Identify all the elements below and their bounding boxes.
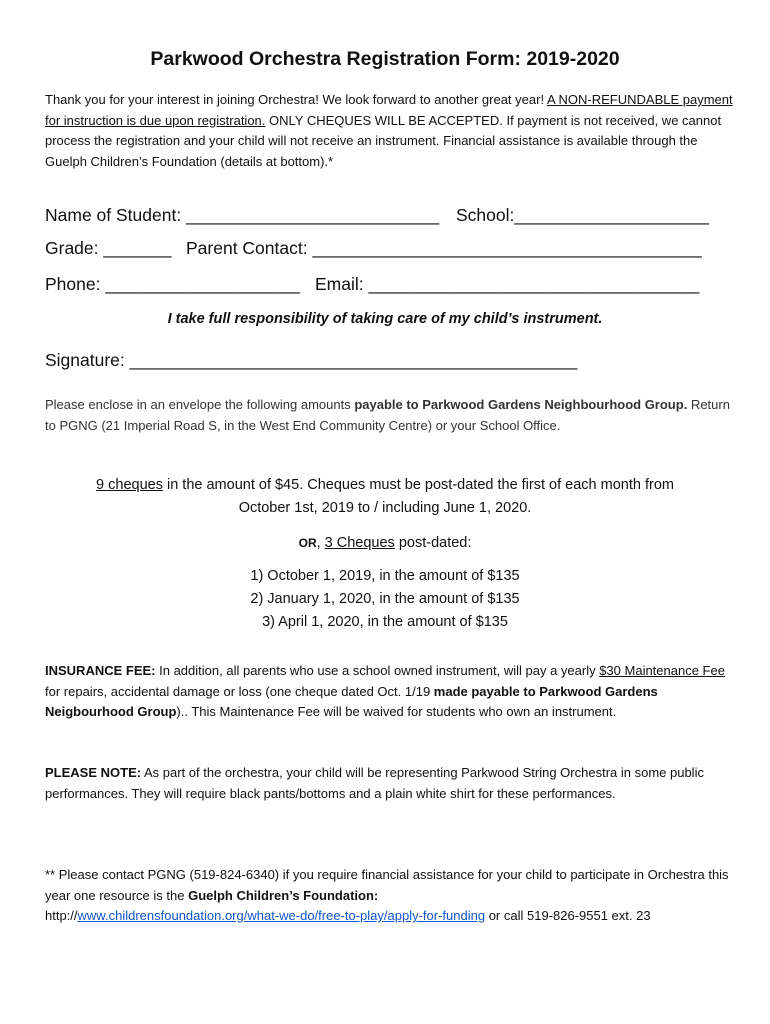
intro-text-1: Thank you for your interest in joining Orchestra! We look forward to another great year! <box>45 92 547 107</box>
cheque-date-2: 2) January 1, 2020, in the amount of $135 <box>250 591 520 607</box>
three-cheques-label: 3 Cheques <box>324 535 395 551</box>
cheque-date-1: 1) October 1, 2019, in the amount of $135 <box>250 568 520 584</box>
please-note-label: PLEASE NOTE: <box>45 765 142 780</box>
funding-link[interactable]: www.childrensfoundation.org/what-we-do/free-to-play/apply-for-funding <box>77 908 486 923</box>
intro-nonrefundable-text: A NON-REFUNDABLE payment for instruction is due upon registration. <box>45 92 733 128</box>
insurance-text-3: ).. This Maintenance Fee will be waived for students who own an instrument. <box>176 704 617 719</box>
phone-field[interactable]: Phone: ____________________ <box>45 274 300 294</box>
nine-cheques-line-2: October 1st, 2019 to / including June 1, 2020. <box>238 500 532 516</box>
or-rest-text: post-dated: <box>394 535 472 551</box>
url-prefix: http:// <box>45 908 78 923</box>
intro-text-2: ONLY CHEQUES WILL BE ACCEPTED. If payment is not received, we cannot process the registration and your child will not receive an instrument. Financial assistance is available through the Guelph Children’s Foundation (details at bottom).* <box>45 112 722 169</box>
nine-cheques-line-1 <box>0 477 770 493</box>
parent-contact-field[interactable]: Parent Contact: ________________________________________ <box>186 238 702 258</box>
contact-suffix: or call 519-826-9551 ext. 23 <box>485 908 651 923</box>
form-title: Parkwood Orchestra Registration Form: 2019-2020 <box>150 48 620 70</box>
please-note-text: As part of the orchestra, your child will be representing Parkwood String Orchestra in some public performances. They will require black pants/bottoms and a plain white shirt for these performances. <box>45 765 704 801</box>
or-label: OR <box>298 536 317 550</box>
nine-cheques-text: in the amount of $45. Cheques must be post-dated the first of each month from <box>162 477 674 493</box>
nine-cheques-label: 9 cheques <box>96 477 163 493</box>
school-field[interactable]: School:____________________ <box>456 205 710 225</box>
please-note-paragraph <box>45 763 735 804</box>
or-comma: , <box>316 535 325 551</box>
signature-field[interactable]: Signature: ______________________________________________ <box>45 350 578 370</box>
enclose-text-2: Return to PGNG (21 Imperial Road S, in the West End Community Centre) or your School Office. <box>45 397 730 433</box>
insurance-fee-label: INSURANCE FEE: <box>45 663 156 678</box>
grade-field[interactable]: Grade: _______ <box>45 238 172 258</box>
foundation-name: Guelph Children’s Foundation: <box>188 887 379 903</box>
maintenance-fee-text: $30 Maintenance Fee <box>599 663 725 678</box>
cheque-date-3: 3) April 1, 2020, in the amount of $135 <box>262 614 508 630</box>
enclose-payable-text: payable to Parkwood Gardens Neighbourhood Group. <box>354 397 688 412</box>
insurance-text-2: for repairs, accidental damage or loss (one cheque dated Oct. 1/19 <box>45 683 434 699</box>
responsibility-statement: I take full responsibility of taking care of my child’s instrument. <box>167 311 603 327</box>
or-three-cheques-line <box>0 535 770 551</box>
enclose-text-1: Please enclose in an envelope the following amounts <box>45 397 355 412</box>
enclose-instructions <box>45 395 735 436</box>
financial-assistance-paragraph <box>45 865 735 927</box>
insurance-fee-paragraph <box>45 661 735 723</box>
insurance-payable-text: made payable to Parkwood Gardens Neigbourhood Group <box>45 683 658 719</box>
intro-paragraph <box>45 90 735 172</box>
student-name-field[interactable]: Name of Student: __________________________ <box>45 205 440 225</box>
insurance-text-1: In addition, all parents who use a school owned instrument, will pay a yearly <box>155 663 600 678</box>
contact-text-1: ** Please contact PGNG (519-824-6340) if you require financial assistance for your child to participate in Orchestra this year one resource is the <box>45 867 729 903</box>
email-field[interactable]: Email: __________________________________ <box>315 274 700 294</box>
